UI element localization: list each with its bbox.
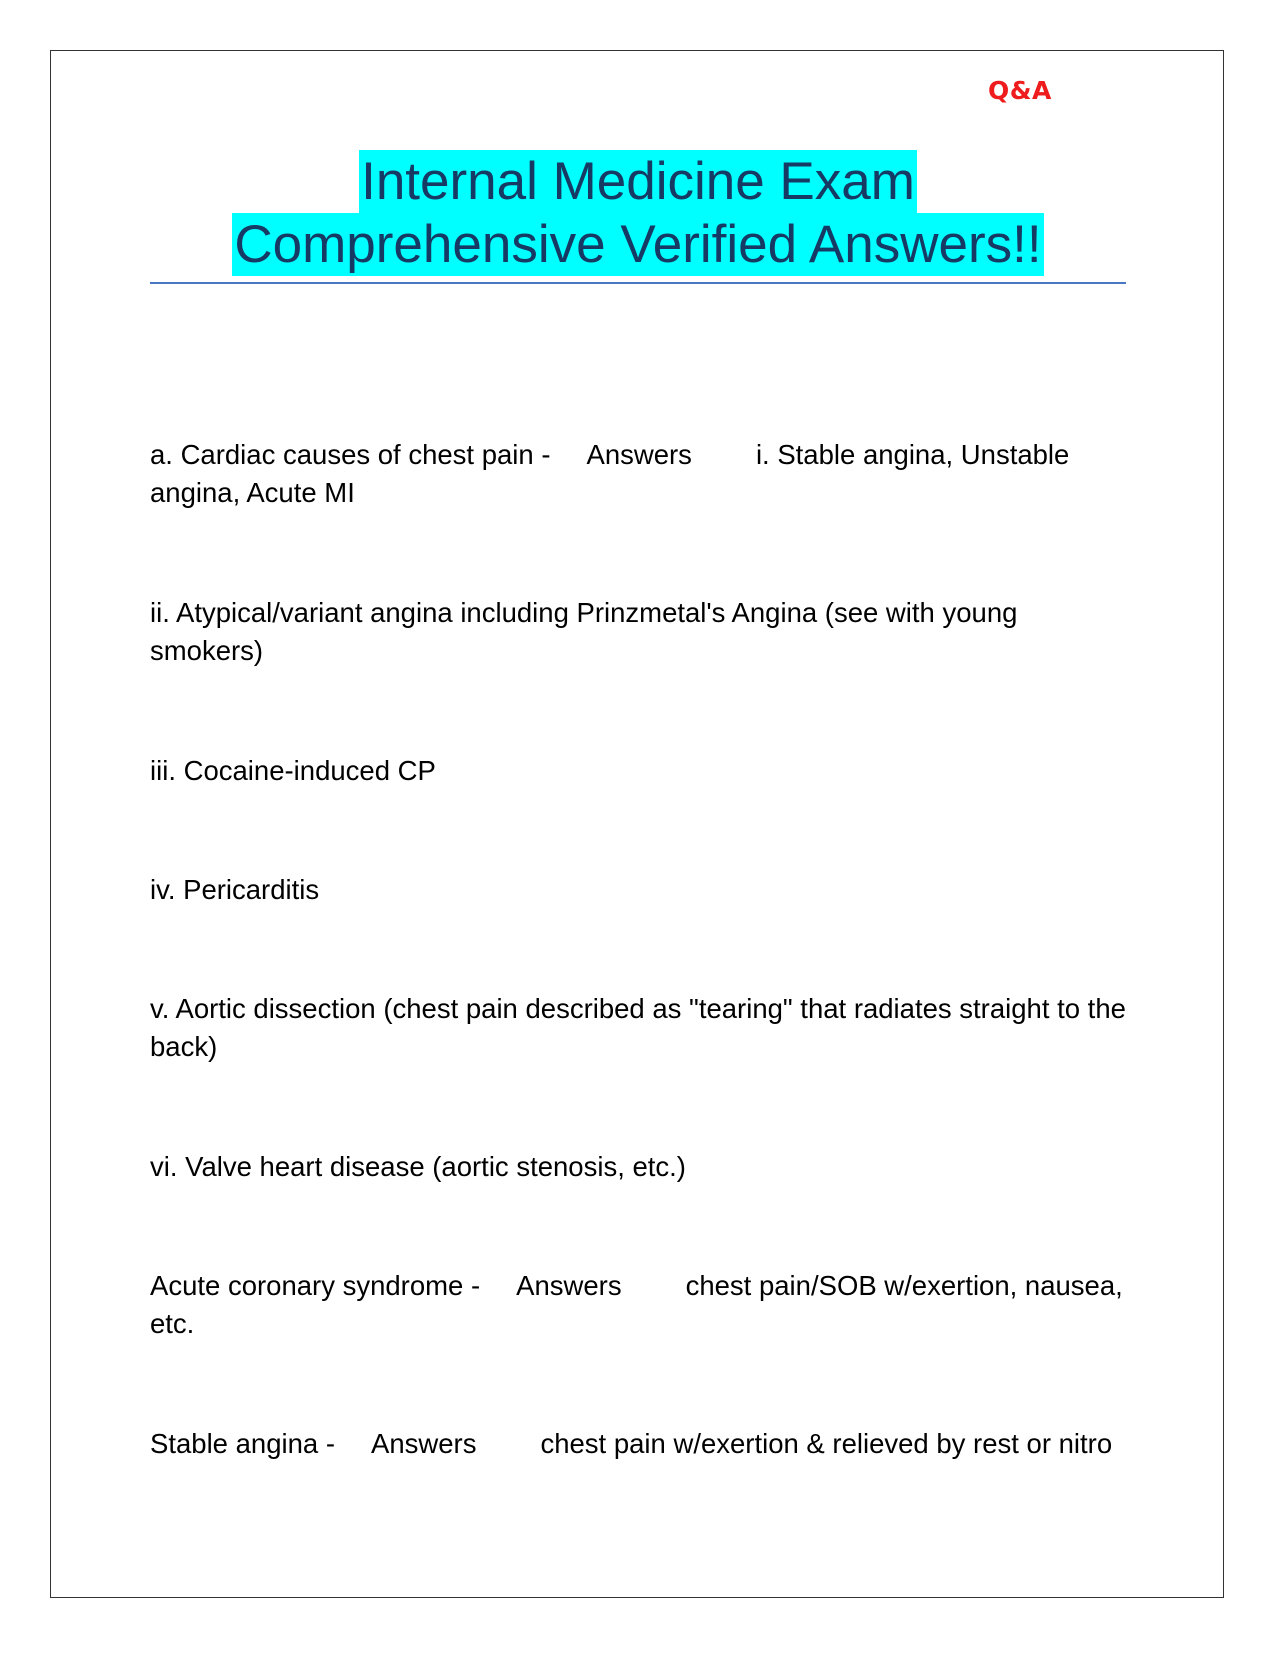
answer-label: Answers — [516, 1270, 622, 1301]
document-title — [150, 150, 1126, 276]
qa-item: v. Aortic dissection (chest pain described as "tearing" that radiates straight to the back) — [150, 993, 1134, 1062]
qa-item — [150, 1267, 1130, 1343]
answer-text: chest pain w/exertion & relieved by rest or nitro — [540, 1428, 1113, 1459]
question-text: Stable angina - — [150, 1428, 335, 1459]
qa-item: ii. Atypical/variant angina including Prinzmetal's Angina (see with young smokers) — [150, 597, 1026, 666]
answer-label: Answers — [586, 439, 692, 470]
qa-item: iv. Pericarditis — [150, 874, 320, 905]
answer-text: chest pain/SOB w/exertion, nausea, etc. — [150, 1270, 1131, 1339]
title-divider — [150, 282, 1126, 284]
answer-text: i. Stable angina, Unstable angina, Acute MI — [150, 439, 1077, 508]
title-line-2: Comprehensive Verified Answers!! — [234, 215, 1042, 274]
qa-tag: Q&A — [988, 76, 1052, 105]
qa-item — [150, 436, 1130, 512]
question-text: Acute coronary syndrome - — [150, 1270, 481, 1301]
qa-item — [150, 1425, 1130, 1463]
question-text: a. Cardiac causes of chest pain - — [150, 439, 551, 470]
answer-label: Answers — [371, 1428, 477, 1459]
qa-item: iii. Cocaine-induced CP — [150, 755, 436, 786]
qa-item: vi. Valve heart disease (aortic stenosis, etc.) — [150, 1151, 686, 1182]
title-line-1: Internal Medicine Exam — [361, 152, 915, 211]
